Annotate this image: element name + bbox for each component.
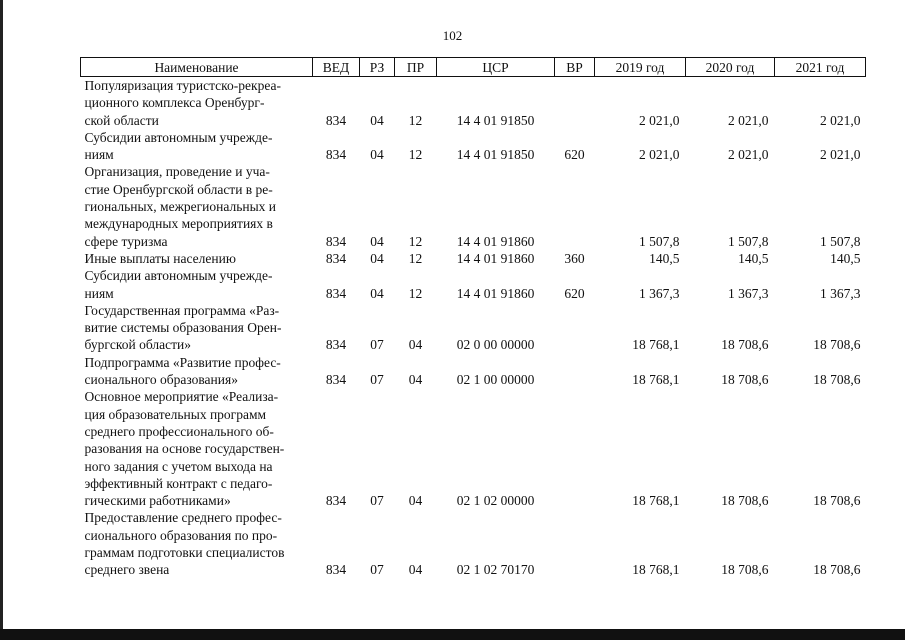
row-name-line: среднего профессионального об- (84, 423, 274, 439)
row-pr: 12 (408, 250, 423, 266)
column-header-name: Наименование (81, 58, 313, 77)
row-name (81, 354, 313, 389)
row-value-2021: 1 507,8 (820, 233, 861, 249)
row-vr: 620 (564, 285, 585, 301)
row-name-line: Государственная программа «Раз- (84, 302, 280, 318)
row-ved: 834 (325, 233, 347, 249)
budget-table (80, 57, 866, 579)
row-name-line: бургской области» (84, 337, 191, 353)
row-pr: 04 (408, 372, 423, 388)
row-csr: 14 4 01 91860 (456, 285, 535, 301)
row-rz: 04 (370, 112, 384, 128)
row-name-line: ция образовательных программ (84, 406, 267, 422)
row-ved: 834 (325, 250, 347, 266)
row-ved: 834 (325, 147, 347, 163)
row-name-line: витие системы образования Орен- (84, 320, 282, 336)
row-vr: 620 (564, 147, 585, 163)
row-name-line: сионального образования» (84, 372, 238, 388)
row-csr: 02 1 02 70170 (456, 562, 535, 578)
row-name-line: Субсидии автономным учрежде- (84, 129, 273, 145)
row-value-2021: 2 021,0 (820, 147, 861, 163)
row-name-line: эффективный контракт с педаго- (84, 475, 273, 491)
table-row (81, 302, 866, 354)
row-value-2021: 18 708,6 (813, 562, 861, 578)
row-value-2021: 1 367,3 (820, 285, 861, 301)
row-csr: 02 1 00 00000 (456, 372, 535, 388)
row-name-line: Организация, проведение и уча- (84, 164, 270, 180)
scan-left-edge (0, 0, 3, 640)
row-value-2021: 18 708,6 (813, 493, 861, 509)
row-ved: 834 (325, 337, 347, 353)
table-row (81, 354, 866, 389)
row-rz: 07 (370, 562, 384, 578)
row-name-line: гиональных, межрегиональных и (84, 199, 277, 215)
row-value-2021: 140,5 (830, 250, 861, 266)
column-header-ved: ВЕД (313, 58, 360, 77)
row-csr: 14 4 01 91850 (456, 147, 535, 163)
row-rz: 04 (370, 285, 384, 301)
row-pr: 12 (408, 233, 423, 249)
row-pr: 04 (408, 562, 423, 578)
row-name-line: разования на основе государствен- (84, 441, 285, 457)
column-header-vr: ВР (555, 58, 595, 77)
row-value-2020: 18 708,6 (721, 562, 769, 578)
table-row (81, 163, 866, 249)
row-name (81, 129, 313, 164)
row-value-2020: 18 708,6 (721, 372, 769, 388)
row-value-2019: 1 507,8 (639, 233, 680, 249)
row-value-2020: 2 021,0 (728, 147, 769, 163)
row-name-line: сионального образования по про- (84, 527, 278, 543)
column-header-rz: РЗ (360, 58, 395, 77)
row-value-2019: 18 768,1 (632, 337, 680, 353)
row-name-line: граммам подготовки специалистов (84, 545, 285, 561)
row-value-2020: 2 021,0 (728, 112, 769, 128)
row-name-line: Популяризация туристско-рекреа- (84, 78, 281, 93)
row-value-2019: 18 768,1 (632, 372, 680, 388)
row-csr: 14 4 01 91860 (456, 250, 535, 266)
row-name-line: гическими работниками» (84, 493, 231, 509)
row-name (81, 250, 313, 267)
table-row (81, 267, 866, 302)
row-rz: 04 (370, 250, 384, 266)
row-name-line: ционного комплекса Оренбург- (84, 95, 265, 111)
row-name-line: Предоставление среднего профес- (84, 510, 282, 526)
page-number: 102 (442, 28, 463, 43)
row-value-2019: 1 367,3 (639, 285, 680, 301)
row-value-2019: 2 021,0 (639, 112, 680, 128)
row-name-line: среднего звена (84, 562, 170, 578)
row-csr: 02 0 00 00000 (456, 337, 535, 353)
column-header-2019: 2019 год (595, 58, 686, 77)
row-rz: 07 (370, 493, 384, 509)
row-name-line: ниям (84, 285, 114, 301)
column-header-pr: ПР (395, 58, 437, 77)
row-pr: 12 (408, 147, 423, 163)
row-rz: 04 (370, 147, 384, 163)
table-row (81, 250, 866, 267)
row-vr (555, 354, 595, 389)
row-vr (555, 77, 595, 129)
row-value-2020: 1 507,8 (728, 233, 769, 249)
row-csr: 02 1 02 00000 (456, 493, 535, 509)
row-name-line: ской области (84, 112, 159, 128)
row-rz: 07 (370, 372, 384, 388)
row-name (81, 77, 313, 129)
table-row (81, 77, 866, 129)
row-ved: 834 (325, 285, 347, 301)
table-row (81, 509, 866, 578)
row-ved: 834 (325, 493, 347, 509)
row-vr (555, 388, 595, 509)
column-header-csr: ЦСР (437, 58, 555, 77)
row-value-2020: 18 708,6 (721, 337, 769, 353)
row-value-2020: 18 708,6 (721, 493, 769, 509)
row-name-line: ного задания с учетом выхода на (84, 458, 273, 474)
table-body (81, 77, 866, 579)
row-name (81, 302, 313, 354)
column-header-2020: 2020 год (686, 58, 775, 77)
row-name (81, 163, 313, 249)
row-value-2021: 18 708,6 (813, 337, 861, 353)
row-pr: 12 (408, 112, 423, 128)
row-ved: 834 (325, 112, 347, 128)
row-name-line: Подпрограмма «Развитие профес- (84, 354, 281, 370)
table-row (81, 129, 866, 164)
row-vr: 360 (564, 250, 585, 266)
row-name (81, 388, 313, 509)
row-csr: 14 4 01 91850 (456, 112, 535, 128)
row-value-2021: 18 708,6 (813, 372, 861, 388)
row-value-2020: 1 367,3 (728, 285, 769, 301)
row-name-line: Основное мероприятие «Реализа- (84, 389, 279, 405)
row-pr: 12 (408, 285, 423, 301)
row-csr: 14 4 01 91860 (456, 233, 535, 249)
row-name-line: стие Оренбургской области в ре- (84, 181, 273, 197)
row-rz: 04 (370, 233, 384, 249)
row-pr: 04 (408, 493, 423, 509)
row-ved: 834 (325, 372, 347, 388)
row-vr (555, 163, 595, 249)
row-vr (555, 302, 595, 354)
row-value-2019: 2 021,0 (639, 147, 680, 163)
table-header (81, 58, 866, 77)
row-name (81, 267, 313, 302)
row-name-line: сфере туризма (84, 233, 168, 249)
scan-bottom-edge (0, 629, 905, 640)
row-name (81, 509, 313, 578)
table-row (81, 388, 866, 509)
column-header-2021: 2021 год (775, 58, 866, 77)
row-ved: 834 (325, 562, 347, 578)
row-name-line: Иные выплаты населению (84, 250, 236, 266)
row-value-2020: 140,5 (738, 250, 769, 266)
row-rz: 07 (370, 337, 384, 353)
row-name-line: ниям (84, 147, 114, 163)
row-pr: 04 (408, 337, 423, 353)
row-value-2019: 18 768,1 (632, 562, 680, 578)
row-name-line: Субсидии автономным учрежде- (84, 268, 273, 284)
row-value-2021: 2 021,0 (820, 112, 861, 128)
row-value-2019: 18 768,1 (632, 493, 680, 509)
row-name-line: международных мероприятиях в (84, 216, 273, 232)
row-value-2019: 140,5 (649, 250, 680, 266)
row-vr (555, 509, 595, 578)
